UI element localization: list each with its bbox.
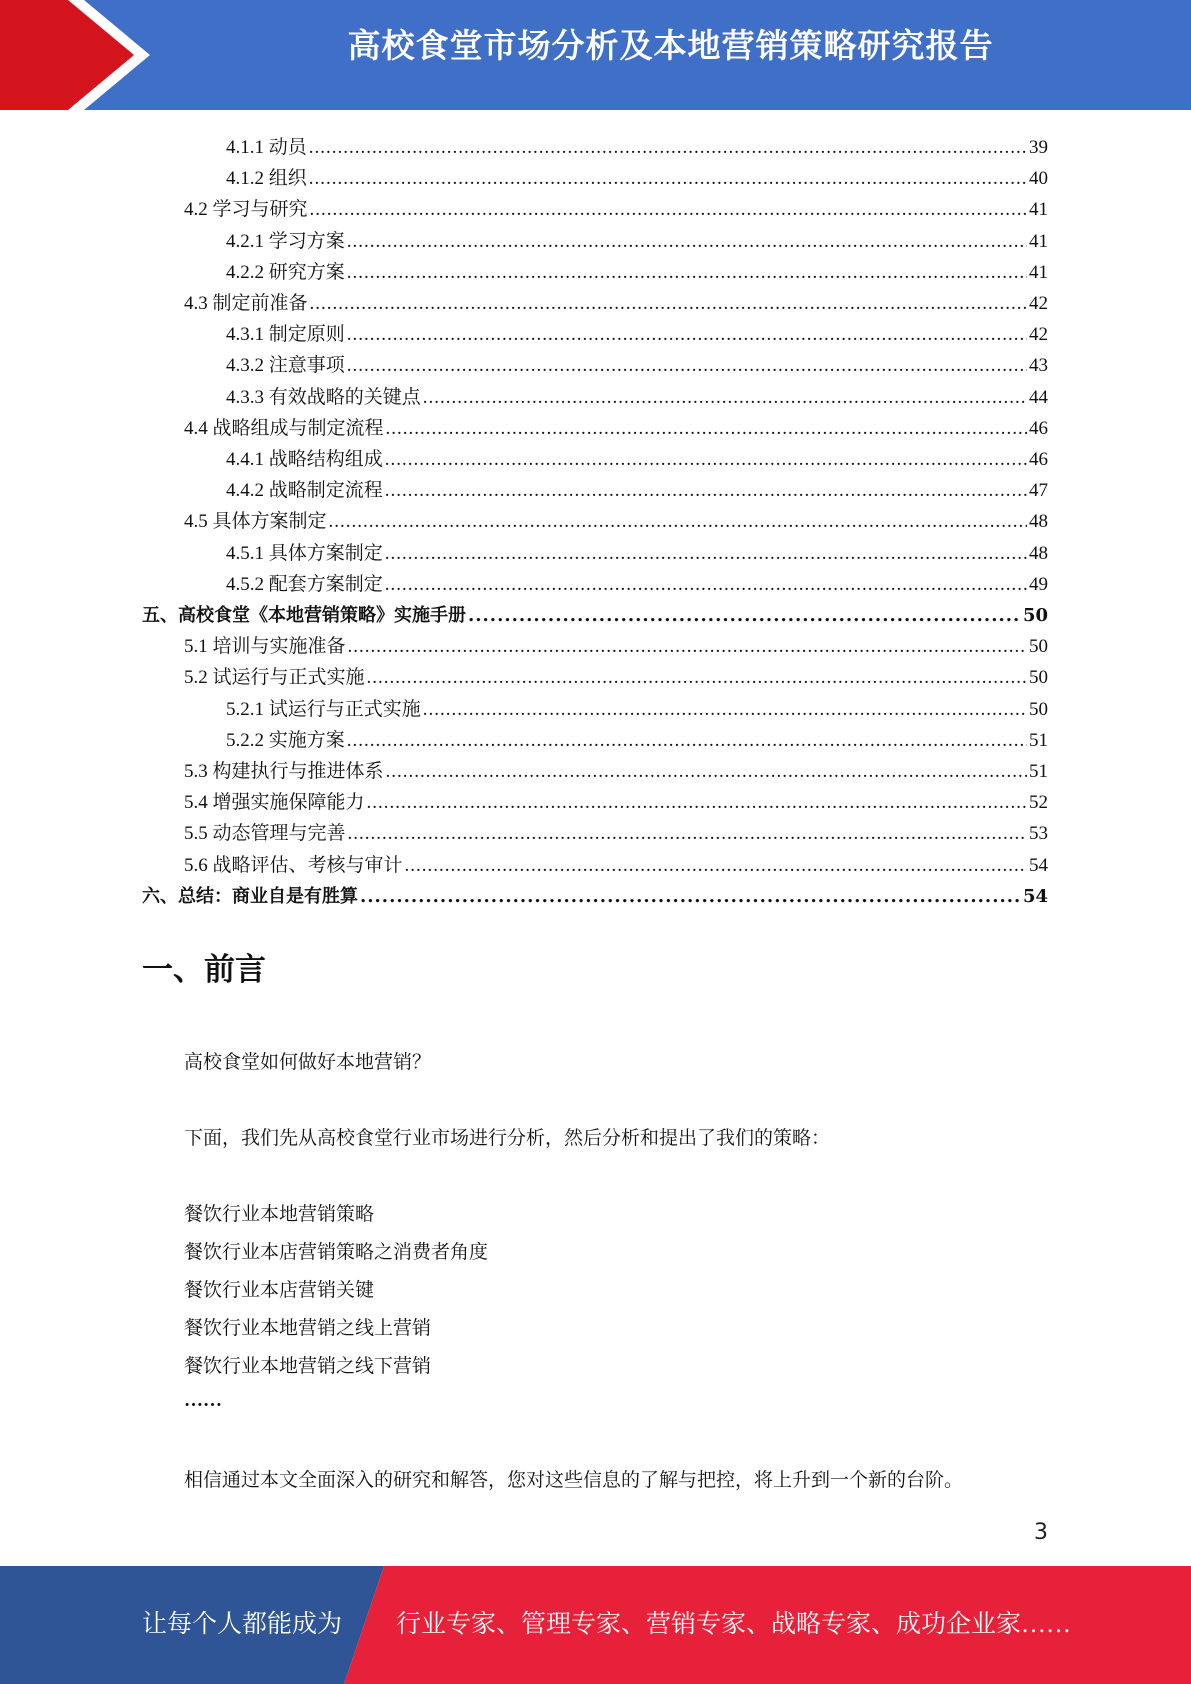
toc-entry-page: 41: [1029, 261, 1048, 283]
toc-entry[interactable]: [184, 502, 1048, 533]
toc-entry-label: 4.3.1 制定原则: [226, 324, 345, 346]
toc-leader-dots: [385, 479, 1027, 502]
toc-leader-dots: [423, 698, 1027, 721]
toc-entry-page: 50: [1029, 698, 1048, 720]
toc-entry-page: 49: [1029, 573, 1048, 595]
toc-entry[interactable]: [142, 596, 1048, 627]
toc-entry-page: 39: [1029, 137, 1048, 158]
toc-entry[interactable]: [184, 846, 1048, 877]
toc-leader-dots: [386, 417, 1027, 440]
toc-entry[interactable]: [226, 690, 1048, 721]
toc-leader-dots: [310, 198, 1027, 221]
toc-entry-page: 51: [1029, 729, 1048, 751]
toc-entry-label: 5.4 增强实施保障能力: [184, 792, 365, 814]
toc-leader-dots: [347, 261, 1027, 284]
toc-entry-page: 40: [1029, 168, 1048, 190]
toc-entry[interactable]: [184, 783, 1048, 814]
page-header: [0, 0, 1191, 110]
list-ellipsis: ……: [184, 1390, 222, 1411]
toc-leader-dots: [423, 386, 1027, 409]
toc-leader-dots: [367, 791, 1027, 814]
toc-entry-page: 50: [1022, 605, 1048, 626]
strategy-item: 餐饮行业本店营销关键: [184, 1280, 375, 1301]
toc-entry-label: 5.3 构建执行与推进体系: [184, 761, 384, 782]
toc-entry-page: 41: [1029, 199, 1048, 221]
toc-entry-label: 4.1.1 动员: [226, 137, 307, 158]
intro-lead: 下面，我们先从高校食堂行业市场进行分析，然后分析和提出了我们的策略：: [184, 1128, 831, 1149]
toc-entry-label: 4.4 战略组成与制定流程: [184, 417, 384, 439]
toc-leader-dots: [347, 230, 1027, 253]
toc-entry-label: 4.2.1 学习方案: [226, 230, 345, 252]
toc-entry[interactable]: [226, 565, 1048, 596]
toc-entry-page: 43: [1029, 355, 1048, 377]
toc-entry-label: 5.1 培训与实施准备: [184, 636, 346, 658]
intro-question: 高校食堂如何做好本地营销？: [184, 1052, 432, 1073]
toc-entry[interactable]: [226, 378, 1048, 409]
toc-entry-label: 五、高校食堂《本地营销策略》实施手册: [142, 605, 466, 626]
toc-entry-page: 41: [1029, 230, 1048, 252]
header-chevron-icon: [0, 0, 160, 110]
toc-leader-dots: [385, 573, 1027, 596]
toc-entry-label: 4.5 具体方案制定: [184, 511, 327, 533]
toc-entry[interactable]: [184, 814, 1048, 845]
toc-entry-page: 47: [1029, 480, 1048, 502]
page-footer: [0, 1566, 1191, 1684]
toc-entry[interactable]: [226, 721, 1048, 752]
toc-entry-label: 4.2.2 研究方案: [226, 261, 345, 283]
toc-entry-page: 46: [1029, 417, 1048, 439]
toc-entry-label: 5.2.1 试运行与正式实施: [226, 698, 421, 720]
toc-entry-label: 4.4.2 战略制定流程: [226, 480, 383, 502]
toc-entry-page: 44: [1029, 386, 1048, 408]
toc-entry[interactable]: [226, 159, 1048, 190]
toc-entry-page: 42: [1029, 293, 1048, 314]
toc-leader-dots: [309, 167, 1027, 190]
toc-entry-label: 4.2 学习与研究: [184, 199, 308, 221]
toc-leader-dots: [329, 510, 1027, 533]
toc-entry[interactable]: [184, 284, 1048, 315]
toc-leader-dots: [405, 854, 1027, 877]
toc-entry-page: 48: [1029, 511, 1048, 533]
toc-entry[interactable]: [226, 253, 1048, 284]
toc-entry-label: 4.5.2 配套方案制定: [226, 573, 383, 595]
toc-entry-label: 5.2.2 实施方案: [226, 729, 345, 751]
toc-entry[interactable]: [184, 190, 1048, 221]
toc-entry[interactable]: [142, 877, 1048, 908]
toc-entry-page: 48: [1029, 542, 1048, 564]
toc-entry[interactable]: [226, 222, 1048, 253]
toc-entry[interactable]: [184, 627, 1048, 658]
toc-entry[interactable]: [226, 534, 1048, 565]
toc-entry[interactable]: [226, 346, 1048, 377]
toc-entry[interactable]: [226, 128, 1048, 159]
report-title: 高校食堂市场分析及本地营销策略研究报告: [347, 26, 994, 65]
strategy-item: 餐饮行业本地营销之线下营销: [184, 1356, 432, 1377]
toc-entry-label: 4.5.1 具体方案制定: [226, 542, 383, 564]
toc-entry[interactable]: [226, 440, 1048, 471]
toc-leader-dots: [385, 448, 1027, 471]
toc-entry-page: 53: [1029, 823, 1048, 845]
toc-entry-label: 5.6 战略评估、考核与审计: [184, 854, 403, 876]
toc-entry-page: 52: [1029, 792, 1048, 814]
toc-leader-dots: [347, 729, 1027, 752]
toc-entry-page: 50: [1029, 636, 1048, 658]
toc-leader-dots: [468, 604, 1021, 627]
toc-leader-dots: [310, 292, 1027, 315]
closing-paragraph: 相信通过本文全面深入的研究和解答，您对这些信息的了解与把控，将上升到一个新的台阶。: [184, 1470, 964, 1491]
toc-leader-dots: [348, 822, 1027, 845]
toc-leader-dots: [385, 542, 1027, 565]
toc-leader-dots: [309, 136, 1027, 159]
toc-leader-dots: [347, 323, 1027, 346]
toc-entry-label: 5.5 动态管理与完善: [184, 823, 346, 845]
toc-entry[interactable]: [184, 752, 1048, 783]
footer-slogan-left: 让每个人都能成为: [142, 1611, 343, 1638]
toc-entry[interactable]: [184, 658, 1048, 689]
section-heading: 一、前言: [142, 952, 266, 988]
toc-leader-dots: [348, 635, 1027, 658]
toc-entry-label: 4.3.2 注意事项: [226, 355, 345, 377]
toc-entry-page: 50: [1029, 667, 1048, 689]
toc-entry-label: 5.2 试运行与正式实施: [184, 667, 365, 689]
toc-entry-label: 4.3 制定前准备: [184, 293, 308, 314]
toc-leader-dots: [360, 885, 1021, 908]
toc-entry-page: 46: [1029, 449, 1048, 470]
toc-leader-dots: [347, 354, 1027, 377]
toc-entry-page: 54: [1029, 854, 1048, 876]
strategy-item: 餐饮行业本地营销之线上营销: [184, 1318, 432, 1339]
toc-entry-label: 4.3.3 有效战略的关键点: [226, 386, 421, 408]
toc-entry[interactable]: [184, 409, 1048, 440]
toc-entry-label: 六、总结：商业自是有胜算: [142, 885, 358, 907]
toc-entry-page: 42: [1029, 324, 1048, 346]
toc-entry-label: 4.4.1 战略结构组成: [226, 449, 383, 470]
strategy-item: 餐饮行业本地营销策略: [184, 1204, 375, 1225]
footer-slogan-right: 行业专家、管理专家、营销专家、战略专家、成功企业家……: [396, 1611, 1072, 1638]
toc-entry[interactable]: [226, 315, 1048, 346]
toc-entry-page: 51: [1029, 761, 1048, 782]
strategy-item: 餐饮行业本店营销策略之消费者角度: [184, 1242, 489, 1263]
toc-entry-page: 54: [1022, 885, 1048, 907]
toc-leader-dots: [386, 760, 1027, 783]
toc-entry-label: 4.1.2 组织: [226, 168, 307, 190]
toc-leader-dots: [367, 666, 1027, 689]
toc-entry[interactable]: [226, 471, 1048, 502]
page-number: 3: [1034, 1520, 1048, 1545]
